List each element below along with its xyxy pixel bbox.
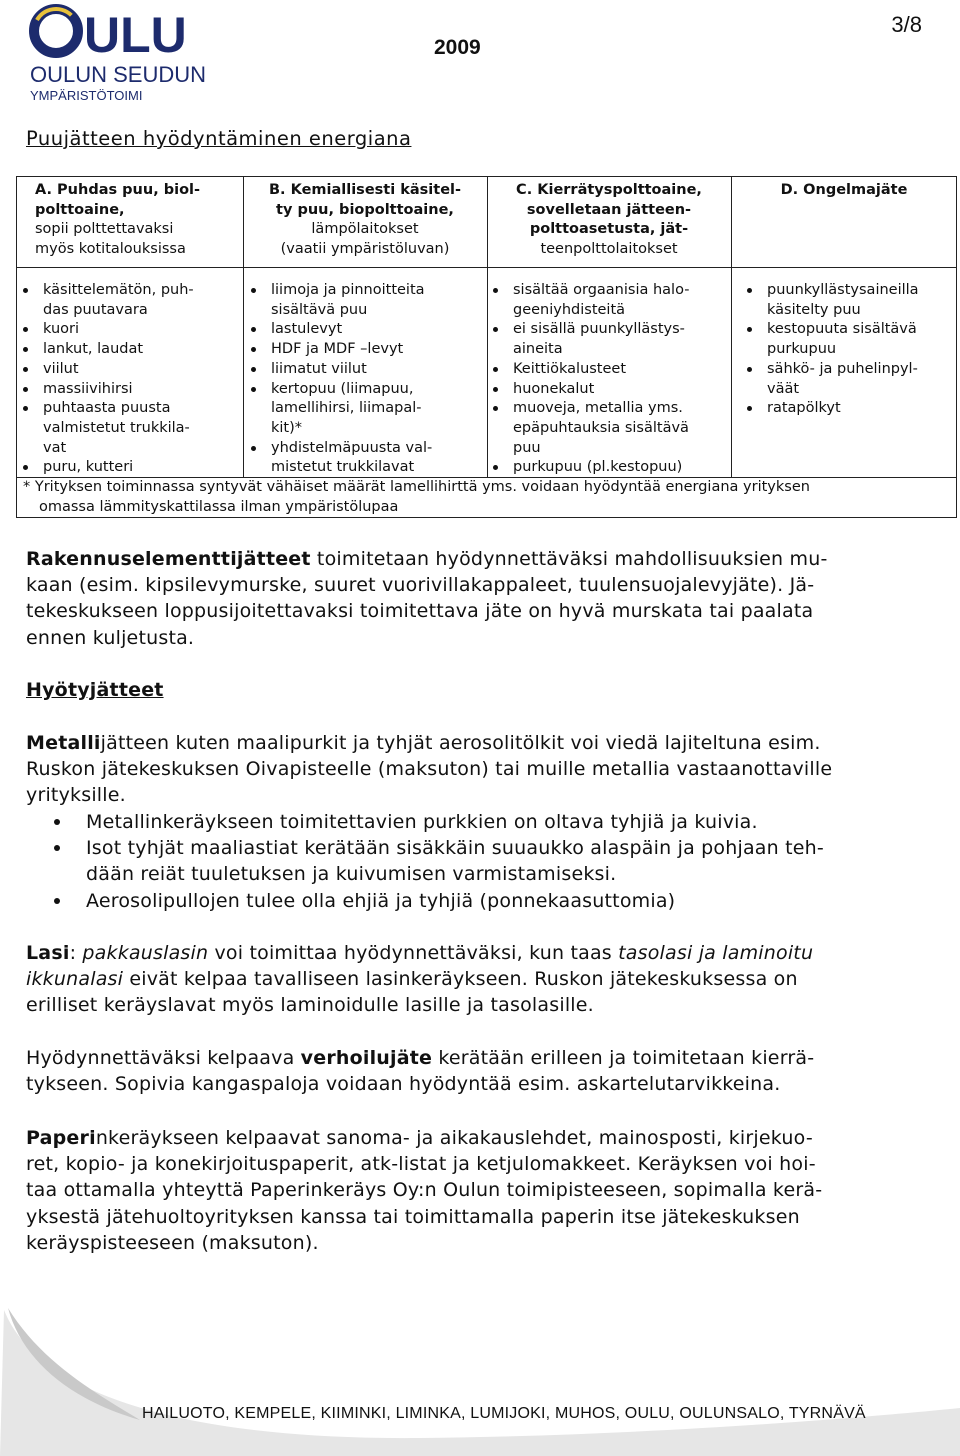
paper-paragraph: Paperinkeräykseen kelpaavat sanoma- ja aikakauslehdet, mainosposti, kirjekuo- ret, kopio- ja konekirjoituspaperit, atk-listat ja ketjulomakkeet. Keräyksen voi hoi- taa ottamalla yhteyttä Paperinkeräys Oy:n Oulun toimipisteeseen, sopimalla kerä- yksestä jätehuoltoyrityksen kanssa tai toimittamalla paperin itse jätekeskuksen keräyspisteeseen (maksuton). [26, 1127, 823, 1254]
svg-text:ULU: ULU [84, 7, 187, 60]
table-divider [487, 177, 488, 477]
column-a-list [21, 281, 241, 478]
list-item: puru, kutteri [21, 458, 241, 478]
wood-classification-table [16, 176, 957, 518]
list-item: kestopuuta sisältävä purkupuu [745, 320, 955, 359]
list-item: muoveja, metallia yms. epäpuhtauksia sisältävä puu [491, 399, 729, 458]
list-item: kertopuu (liimapuu, lamellihirsi, liimapal- kit)* [249, 380, 485, 439]
list-item: yhdistelmäpuusta val- mistetut trukkilavat [249, 439, 485, 478]
section-heading: Hyötyjätteet [26, 679, 164, 701]
list-item: kuori [21, 320, 241, 340]
metal-paragraph: Metallijätteen kuten maalipurkit ja tyhjät aerosolitölkit voi viedä lajiteltuna esim. Ruskon jätekeskuksen Oivapisteelle (maksuton) tai muille metallia vastaanottaville yrityksille. [26, 732, 833, 807]
list-item: käsittelemätön, puh- das puutavara [21, 281, 241, 320]
list-item: massiivihirsi [21, 380, 241, 400]
column-c-list [491, 281, 729, 478]
list-item: sähkö- ja puhelinpyl- väät [745, 360, 955, 399]
list-item: puunkyllästysaineilla käsitelty puu [745, 281, 955, 320]
list-item: ratapölkyt [745, 399, 955, 419]
table-divider [243, 177, 244, 477]
list-item: liimoja ja pinnoitteita sisältävä puu [249, 281, 485, 320]
construction-waste-paragraph: Rakennuselementtijätteet toimitetaan hyödynnettäväksi mahdollisuuksien mu- kaan (esim. kipsilevymurske, suuret vuorivillakappaleet, tuulensuojalevyjäte). Jä- tekeskukseen loppusijoitettavaksi toimitettava jäte on hyvä murskata tai paalata ennen kuljetusta. [26, 548, 828, 649]
footer-swoosh [0, 1290, 960, 1456]
column-b-list [249, 281, 485, 478]
list-item: Metallinkeräykseen toimitettavien purkkien on oltava tyhjiä ja kuivia. [50, 809, 824, 835]
list-item: viilut [21, 360, 241, 380]
list-item: ei sisällä puunkyllästys- aineita [491, 320, 729, 359]
column-header-d: D. Ongelmajäte [780, 182, 908, 198]
logo-line2: YMPÄRISTÖTOIMI [30, 88, 143, 103]
column-header-a: A. Puhdas puu, biol- polttoaine, sopii polttettavaksi myös kotitalouksissa [35, 182, 201, 257]
footer-municipalities: HAILUOTO, KEMPELE, KIIMINKI, LIMINKA, LUMIJOKI, MUHOS, OULU, OULUNSALO, TYRNÄVÄ [142, 1405, 866, 1422]
list-item: huonekalut [491, 380, 729, 400]
glass-paragraph: Lasi: pakkauslasin voi toimittaa hyödynnettäväksi, kun taas tasolasi ja laminoitu ikkunalasi eivät kelpaa tavalliseen lasinkeräykseen. Ruskon jätekeskuksessa on erilliset keräyslavat myös laminoidulle lasille ja tasolasille. [26, 942, 814, 1017]
logo-wordmark [28, 2, 198, 60]
table-divider [17, 267, 956, 268]
column-header-c: C. Kierrätyspolttoaine, sovelletaan jätteen- polttoasetusta, jät- teenpolttolaitokset [516, 182, 702, 257]
list-item: sisältää orgaanisia halo- geeniyhdisteitä [491, 281, 729, 320]
list-item: Keittiökalusteet [491, 360, 729, 380]
column-d-list [745, 281, 955, 419]
list-item: lastulevyt [249, 320, 485, 340]
metal-bullet-list [50, 809, 824, 914]
list-item: liimatut viilut [249, 360, 485, 380]
table-footnote: * Yrityksen toiminnassa syntyvät vähäiset määrät lamellihirttä yms. voidaan hyödyntää energiana yrityksen omassa lämmityskattilassa ilman ympäristölupaa [23, 479, 810, 515]
page-title: Puujätteen hyödyntäminen energiana [26, 127, 412, 150]
list-item: Aerosolipullojen tulee olla ehjiä ja tyhjiä (ponnekaasuttomia) [50, 888, 824, 914]
list-item: lankut, laudat [21, 340, 241, 360]
logo-line1: OULUN SEUDUN [30, 62, 207, 87]
list-item: HDF ja MDF –levyt [249, 340, 485, 360]
organization-logo [28, 2, 218, 102]
upholstery-paragraph: Hyödynnettäväksi kelpaava verhoilujäte kerätään erilleen ja toimitetaan kierrä- tykseen. Sopivia kangaspaloja voidaan hyödyntää esim. askartelutarvikkeina. [26, 1047, 815, 1096]
list-item: Isot tyhjät maaliastiat kerätään sisäkkäin suuaukko alaspäin ja pohjaan teh- dään reiät tuuletuksen ja kuivumisen varmistamiseksi. [50, 835, 824, 887]
column-header-b: B. Kemiallisesti käsitel- ty puu, biopolttoaine, lämpölaitokset (vaatii ympäristöluvan) [268, 182, 462, 257]
list-item: purkupuu (pl.kestopuu) [491, 458, 729, 478]
year: 2009 [434, 36, 481, 59]
list-item: puhtaasta puusta valmistetut trukkila- vat [21, 399, 241, 458]
page-number: 3/8 [891, 12, 922, 37]
table-divider [731, 177, 732, 477]
